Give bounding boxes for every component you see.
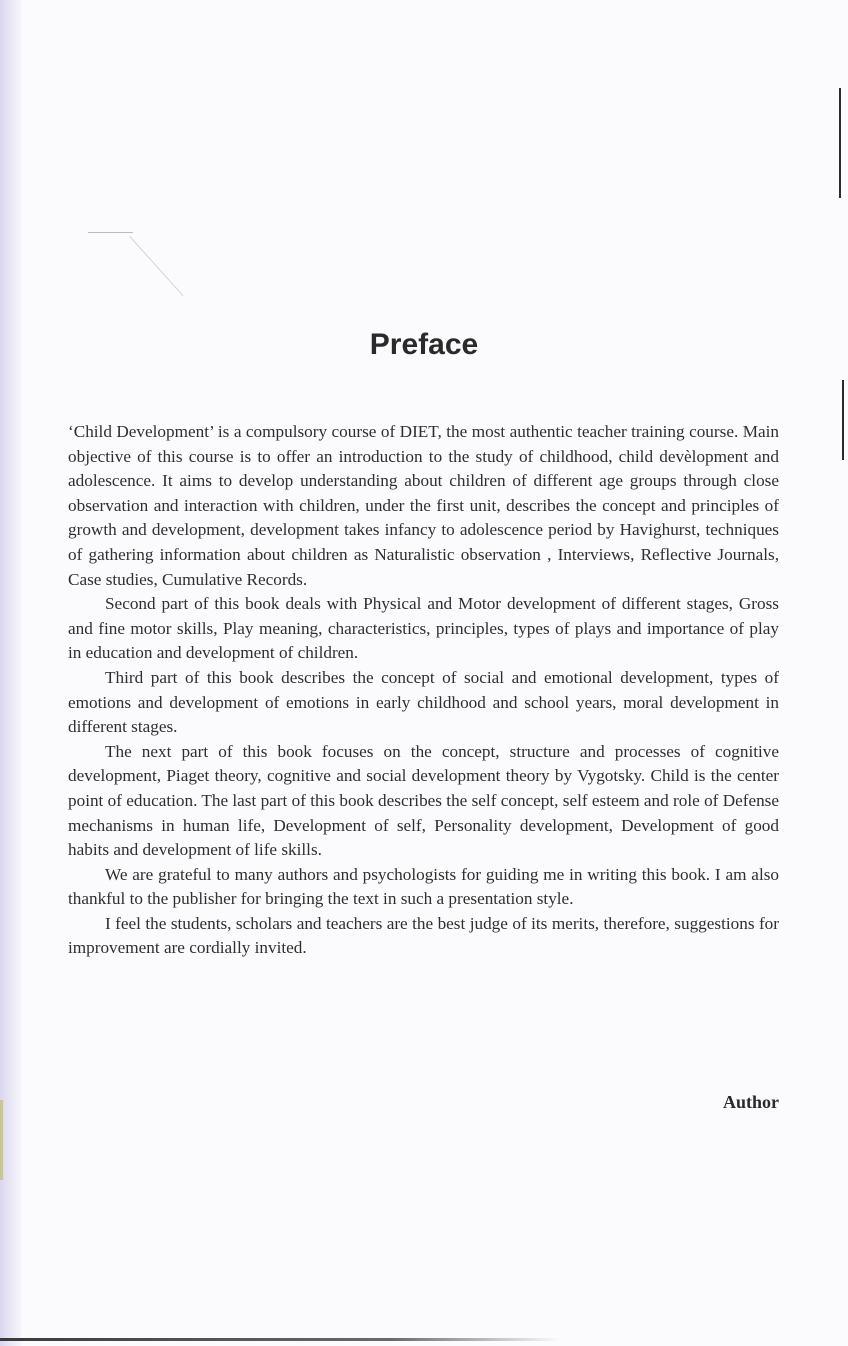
paragraph-2: Second part of this book deals with Physical and Motor development of different stages, Gross and fine motor skills, Play meaning, characteristics, principles, types of plays and importance of play in education and development of children. [68, 594, 779, 663]
page-binding-shadow [0, 0, 22, 1346]
paragraph-1: ‘Child Development’ is a compulsory course of DIET, the most authentic teacher training course. Main objective of this course is to offer an introduction to the study of childhood, child devèlopment and adolescence. It aims to develop understanding about children of different age groups through close observation and interaction with children, under the first unit, describes the concept and principles of growth and development, development takes infancy to adolescence period by Havighurst, techniques of gathering information about children as Naturalistic observation , Interviews, Reflective Journals, Case studies, Cumulative Records. [68, 422, 779, 589]
paragraph-3: Third part of this book describes the concept of social and emotional development, types of emotions and development of emotions in early childhood and school years, moral development in different stages. [68, 667, 779, 737]
author-signature: Author [722, 1092, 779, 1112]
page-edge-line-middle [842, 380, 844, 460]
page-title: Preface [369, 328, 479, 361]
page-edge-mark [0, 1100, 3, 1180]
page-edge-line-top [839, 88, 841, 198]
preface-body [68, 420, 779, 961]
paragraph-4: The next part of this book focuses on the concept, structure and processes of cognitive development, Piaget theory, cognitive and social development theory by Vygotsky. Child is the center point of education. The last part of this book describes the self concept, self esteem and role of Defense mechanisms in human life, Development of self, Personality development, Development of good habits and development of life skills. [68, 741, 779, 860]
paragraph-5: We are grateful to many authors and psychologists for guiding me in writing this book. I am also thankful to the publisher for bringing the text in such a presentation style. [68, 864, 779, 909]
page-bottom-edge [0, 1338, 560, 1341]
paper-scratch-diagonal [129, 236, 183, 296]
paper-scratch [88, 232, 133, 233]
paragraph-6: I feel the students, scholars and teachers are the best judge of its merits, therefore, suggestions for improvement are cordially invited. [68, 913, 779, 958]
